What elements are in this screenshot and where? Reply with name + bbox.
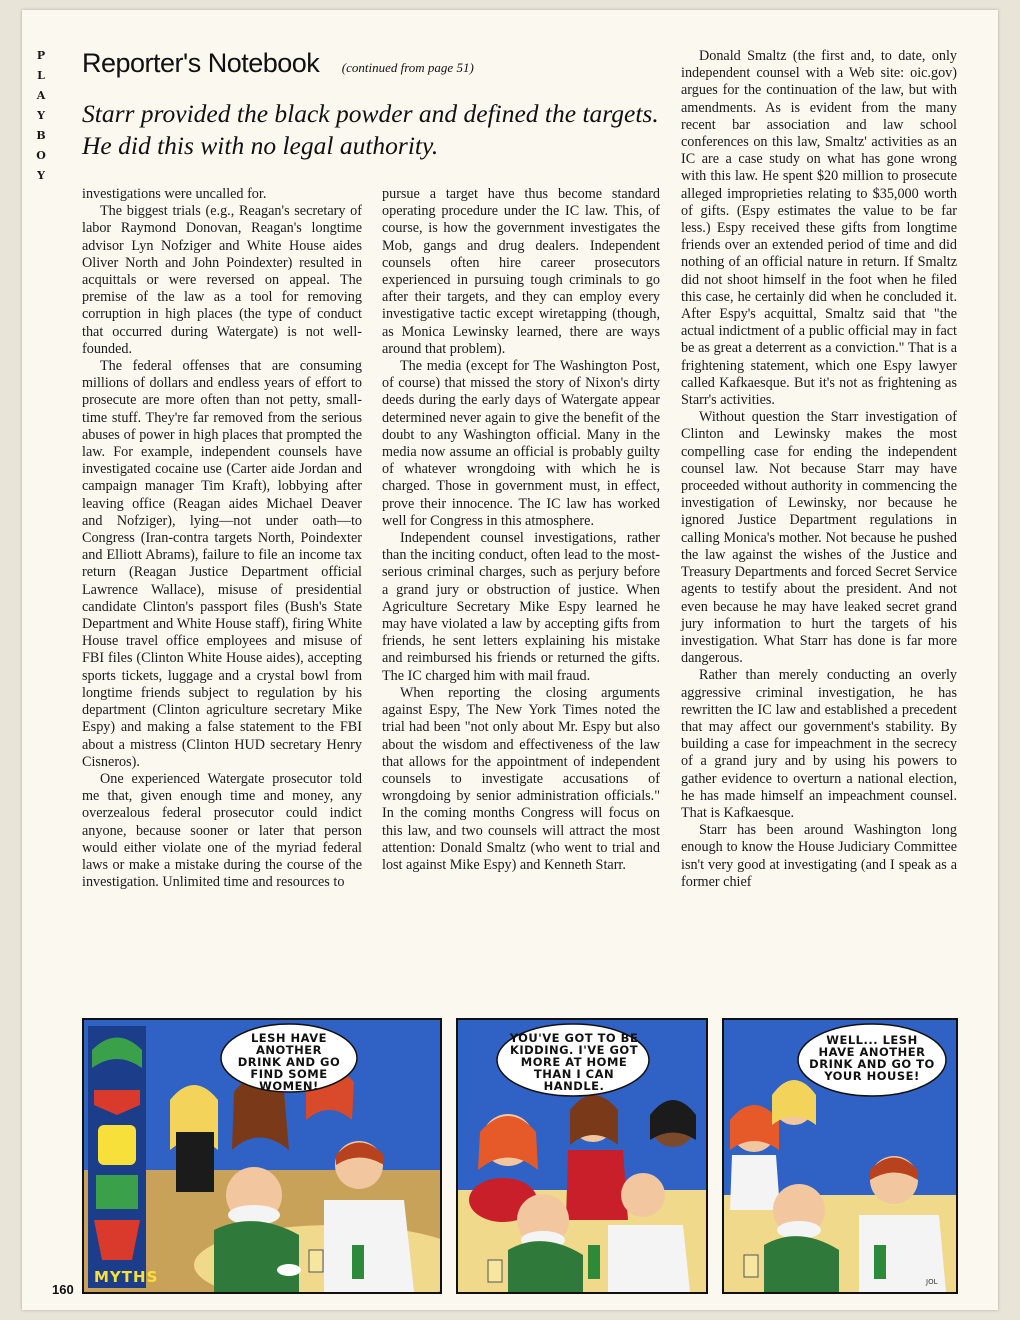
paragraph: investigations were uncalled for. <box>82 186 267 202</box>
speech-bubble-panel-2: YOU'VE GOT TO BE KIDDING. I'VE GOT MORE AT HOME THAN I CAN HANDLE. <box>509 1031 639 1093</box>
speech-bubble-panel-3: WELL... LESH HAVE ANOTHER DRINK AND GO TO YOUR HOUSE! <box>809 1033 935 1083</box>
comic-panel-1 <box>82 1018 442 1294</box>
spine-letter: Y <box>37 169 45 182</box>
spine-letter: P <box>36 49 46 62</box>
paragraph: Donald Smaltz (the first and, to date, only independent counsel with a Web site: oic.gov) argues for the continuation of the law, but with amendments. As is evident from the many recent bar association and law school conferences on this law, Smaltz' activities as an IC are a case study on what has gone wrong with this law. He spent $20 million to prosecute alleged improprieties relating to $35,000 worth of gifts. (Espy estimates the value to be far less.) Espy received these gifts from longtime friends over an extended period of time and did nothing of an official nature in return. If Smaltz did not shoot himself in the foot when he filed this case, he certainly did when he concluded it. After Espy's acquittal, Smaltz said that "the actual indictment of a public official may in fact be as great a deterrent as a conviction." That is a frightening statement, which one Espy lawyer called Kafkaesque. But it's not as frightening as Starr's activities. <box>681 48 957 409</box>
paragraph: The media (except for The Washington Post, of course) that missed the story of Nixon's dirty deeds during the early days of Watergate appear determined never again to give the benefit of the doubt to any Washington official. Many in the media now assume an official is probably guilty of whatever wrongdoing with which he is charged. Those in government must, in effect, prove their innocence. The IC law has worked well for Congress in this atmosphere. <box>382 358 660 529</box>
spine-letter: L <box>37 69 45 82</box>
comic-panel-2 <box>456 1018 708 1294</box>
magazine-spine-wordmark <box>30 46 52 186</box>
paragraph: Independent counsel investigations, rather than the inciting conduct, often lead to the most-serious criminal charges, such as perjury before a grand jury or obstruction of justice. When Agriculture Secretary Mike Espy learned he may have violated a law by accepting gifts from friends, he sent letters explaining his mistake and reimbursed his friends or returned the gifts. The IC charged him with mail fraud. <box>382 530 660 684</box>
paragraph: Without question the Starr investigation of Clinton and Lewinsky makes the most compelling case for ending the independent counsel law. Not because Starr may have proceeded without authority in commencing the investigation of Lewinsky, nor because he ignored Justice Department regulations in calling Monica's mother. Not because he pushed the law against the wishes of the Justice and Treasury Departments and forced Secret Service agents to testify about the president. And not even because he may have leaked secret grand jury information to hurt the targets of his investigation. What Starr has done is far more dangerous. <box>681 409 957 667</box>
spine-letter: B <box>36 129 46 142</box>
spine-letter: Y <box>37 109 45 122</box>
paragraph: Rather than merely conducting an overly aggressive criminal investigation, he has rewritten the IC law and established a precedent that may affect our government's stability. By building a case for impeachment in the secrecy of a grand jury and by using his powers to gather evidence to overturn a national election, he has made himself an impeachment counsel. That is Kafkaesque. <box>681 667 957 821</box>
paragraph: pursue a target have thus become standard operating procedure under the IC law. This, of course, is how the government investigates the Mob, gangs and drug dealers. Independent counsels often hire career prosecutors experienced in pursuing tough criminals to go after their targets, and they can employ every investigative tactic except wiretapping (though, as Monica Lewinsky learned, there are ways around that problem). <box>382 186 660 357</box>
continued-from-note: (continued from page 51) <box>341 59 474 75</box>
comic-title-myths: MYTHS <box>94 1268 159 1286</box>
paragraph: The biggest trials (e.g., Reagan's secretary of labor Raymond Donovan, Reagan's longtime advisor Lyn Nofziger and White House aides Oliver North and John Poindexter) resulted in acquittals or were reversed on appeal. The premise of the law as a tool for removing corruption in high places (the type of conduct that occurred during Watergate) is not well-founded. <box>82 203 362 357</box>
comic-strip <box>82 1018 958 1294</box>
comic-panel-3 <box>722 1018 958 1294</box>
paragraph: The federal offenses that are consuming millions of dollars and endless years of effort to prosecute are more often than not petty, small-time stuff. They're far removed from the serious abuses of power in high places that prompted the law. For example, independent counsels have investigated cocaine use (Carter aide Jordan and campaign manager Tim Kraft), lobbying after leaving office (Reagan aides Michael Deaver and Nofziger), lying—not under oath—to Congress (Iran-contra targets North, Poindexter and Elliott Abrams), failure to file an income tax return (Reagan Justice Department official Lawrence Wallace), misuse of presidential candidate Clinton's passport files (Bush's State Department and White House staff), firing White House travel office employees and misuse of FBI files (Clinton White House aides), accepting sports tickets, luggage and a crystal bowl from longtime friends subject to regulation by his department (Clinton agriculture secretary Mike Espy) and making a false statement to the FBI about a mistress (Clinton HUD secretary Henry Cisneros). <box>82 358 362 770</box>
spine-letter: A <box>36 89 46 102</box>
article-header <box>82 48 662 79</box>
spine-letter: O <box>36 149 46 162</box>
text-column-1 <box>82 186 362 891</box>
text-column-2 <box>382 186 660 874</box>
section-title: Reporter's Notebook <box>82 48 320 78</box>
magazine-page <box>22 10 998 1310</box>
paragraph: One experienced Watergate prosecutor told me that, given enough time and money, any overzealous federal prosecutor could indict anyone, because sooner or later that person would either violate one of the myriad federal laws or make a mistake during the course of the investigation. Unlimited time and resources to <box>82 770 362 891</box>
paragraph: When reporting the closing arguments against Espy, The New York Times noted the trial had been "not only about Mr. Espy but also about the wisdom and effectiveness of the law that allows for the appointment of independent counsels to investigate accusations of wrongdoing by senior administration officials." In the coming months Congress will focus on this law, and two counsels will attract the most attention: Donald Smaltz (who went to trial and lost against Mike Espy) and Kenneth Starr. <box>382 684 660 873</box>
artist-signature: JOL <box>926 1278 938 1286</box>
pull-quote: Starr provided the black powder and defined the targets. He did this with no legal authority. <box>82 99 659 160</box>
paragraph: Starr has been around Washington long enough to know the House Judiciary Committee isn't very good at investigating (and I speak as a former chief <box>681 822 957 890</box>
text-column-3 <box>681 48 957 891</box>
page-number: 160 <box>52 1282 74 1297</box>
speech-bubble-panel-1: LESH HAVE ANOTHER DRINK AND GO FIND SOME WOMEN! <box>237 1031 341 1093</box>
